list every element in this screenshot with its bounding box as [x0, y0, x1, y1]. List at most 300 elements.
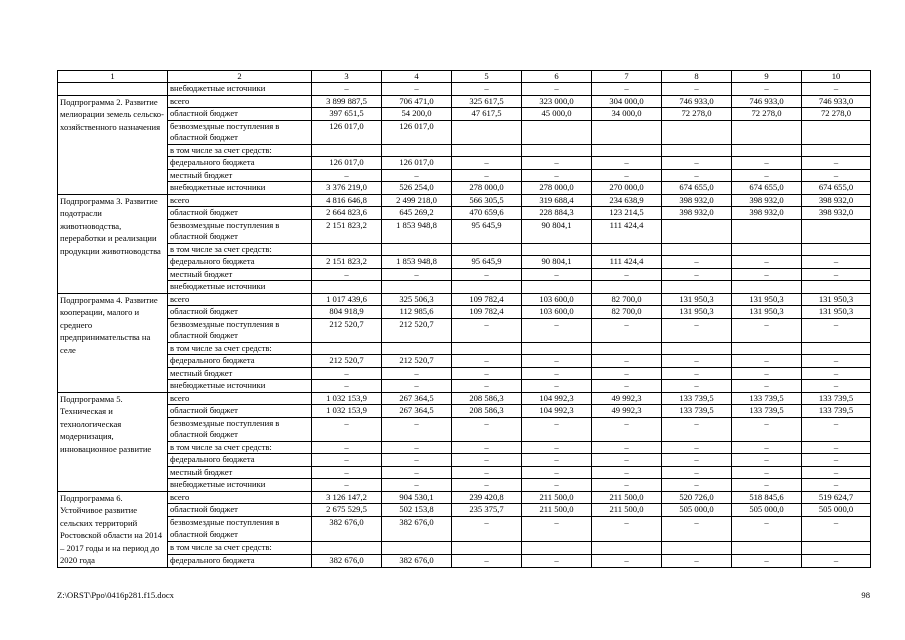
- value-cell: –: [312, 479, 382, 492]
- value-cell: 382 676,0: [312, 555, 382, 568]
- value-cell: –: [452, 479, 522, 492]
- table-row: [58, 380, 871, 393]
- value-cell: 126 017,0: [312, 157, 382, 170]
- value-cell: 2 664 823,6: [312, 207, 382, 220]
- value-cell: –: [662, 380, 732, 393]
- value-cell: –: [592, 367, 662, 380]
- funding-source-label: областной бюджет: [168, 108, 312, 121]
- value-cell: 131 950,3: [662, 306, 732, 319]
- value-cell: –: [382, 417, 452, 441]
- value-cell: 398 932,0: [802, 194, 871, 207]
- table-row: [58, 355, 871, 368]
- value-cell: 82 700,0: [592, 306, 662, 319]
- value-cell: 111 424,4: [592, 256, 662, 269]
- value-cell: –: [732, 318, 802, 342]
- value-cell: –: [592, 318, 662, 342]
- value-cell: 2 151 823,2: [312, 219, 382, 243]
- column-header: 1: [58, 71, 168, 83]
- value-cell: 212 520,7: [382, 318, 452, 342]
- value-cell: [802, 219, 871, 243]
- value-cell: [522, 120, 592, 144]
- funding-source-label: местный бюджет: [168, 268, 312, 281]
- value-cell: 1 017 439,6: [312, 293, 382, 306]
- value-cell: –: [452, 318, 522, 342]
- value-cell: –: [802, 83, 871, 96]
- table-row: [58, 454, 871, 467]
- value-cell: 95 645,9: [452, 256, 522, 269]
- value-cell: [662, 342, 732, 355]
- value-cell: –: [662, 367, 732, 380]
- value-cell: [732, 342, 802, 355]
- value-cell: 398 932,0: [732, 194, 802, 207]
- value-cell: 325 506,3: [382, 293, 452, 306]
- value-cell: –: [382, 169, 452, 182]
- subprogram-name: Подпрограмма 4. Развитие кооперации, малого и среднего предпринимательства на селе: [58, 293, 168, 392]
- value-cell: 90 804,1: [522, 219, 592, 243]
- value-cell: –: [522, 417, 592, 441]
- value-cell: –: [662, 441, 732, 454]
- document-path: Z:\ORST\Ppo\0416p281.f15.docx: [57, 590, 174, 600]
- value-cell: 382 676,0: [312, 517, 382, 542]
- value-cell: 90 804,1: [522, 256, 592, 269]
- table-row: [58, 169, 871, 182]
- value-cell: 278 000,0: [522, 182, 592, 195]
- value-cell: [312, 542, 382, 555]
- value-cell: 2 499 218,0: [382, 194, 452, 207]
- value-cell: –: [662, 517, 732, 542]
- table-row: [58, 441, 871, 454]
- value-cell: 133 739,5: [662, 392, 732, 405]
- value-cell: –: [312, 83, 382, 96]
- value-cell: –: [452, 157, 522, 170]
- value-cell: 382 676,0: [382, 555, 452, 568]
- value-cell: –: [592, 555, 662, 568]
- value-cell: –: [732, 380, 802, 393]
- funding-source-label: в том числе за счет средств:: [168, 342, 312, 355]
- value-cell: [312, 144, 382, 157]
- value-cell: 49 992,3: [592, 392, 662, 405]
- value-cell: 267 364,5: [382, 405, 452, 418]
- funding-source-label: всего: [168, 392, 312, 405]
- funding-source-label: всего: [168, 491, 312, 504]
- value-cell: 674 655,0: [732, 182, 802, 195]
- value-cell: [732, 120, 802, 144]
- value-cell: –: [522, 555, 592, 568]
- value-cell: –: [732, 367, 802, 380]
- value-cell: 325 617,5: [452, 95, 522, 108]
- column-header: 3: [312, 71, 382, 83]
- table-row: [58, 293, 871, 306]
- value-cell: –: [732, 517, 802, 542]
- value-cell: 211 500,0: [592, 504, 662, 517]
- table-row: [58, 243, 871, 256]
- subprogram-name: Подпрограмма 2. Развитие мелиорации земель сельско-хозяйственного назначения: [58, 95, 168, 194]
- value-cell: –: [802, 268, 871, 281]
- table-row: [58, 491, 871, 504]
- value-cell: –: [452, 83, 522, 96]
- value-cell: –: [452, 268, 522, 281]
- funding-source-label: федерального бюджета: [168, 256, 312, 269]
- value-cell: –: [732, 417, 802, 441]
- value-cell: –: [802, 517, 871, 542]
- value-cell: –: [452, 454, 522, 467]
- value-cell: 2 675 529,5: [312, 504, 382, 517]
- value-cell: –: [592, 83, 662, 96]
- value-cell: [522, 144, 592, 157]
- value-cell: 505 000,0: [802, 504, 871, 517]
- value-cell: –: [522, 380, 592, 393]
- value-cell: 1 853 948,8: [382, 219, 452, 243]
- value-cell: –: [312, 367, 382, 380]
- value-cell: –: [802, 417, 871, 441]
- funding-source-label: внебюджетные источники: [168, 83, 312, 96]
- value-cell: –: [382, 479, 452, 492]
- value-cell: –: [592, 441, 662, 454]
- funding-source-label: безвозмездные поступления в областной бюджет: [168, 417, 312, 441]
- value-cell: 267 364,5: [382, 392, 452, 405]
- column-header: 4: [382, 71, 452, 83]
- value-cell: 505 000,0: [662, 504, 732, 517]
- value-cell: 34 000,0: [592, 108, 662, 121]
- table-row: [58, 256, 871, 269]
- header-row: [58, 71, 871, 83]
- value-cell: [382, 542, 452, 555]
- value-cell: [382, 281, 452, 294]
- value-cell: –: [452, 169, 522, 182]
- table-row: [58, 417, 871, 441]
- value-cell: 746 933,0: [662, 95, 732, 108]
- funding-source-label: безвозмездные поступления в областной бюджет: [168, 219, 312, 243]
- value-cell: [522, 342, 592, 355]
- table-row: [58, 207, 871, 220]
- value-cell: –: [662, 417, 732, 441]
- value-cell: –: [732, 441, 802, 454]
- value-cell: –: [662, 157, 732, 170]
- value-cell: –: [522, 441, 592, 454]
- value-cell: –: [732, 479, 802, 492]
- value-cell: –: [732, 454, 802, 467]
- value-cell: 519 624,7: [802, 491, 871, 504]
- table-row: [58, 392, 871, 405]
- table-row: [58, 342, 871, 355]
- value-cell: 103 600,0: [522, 306, 592, 319]
- table-row: [58, 120, 871, 144]
- column-header: 6: [522, 71, 592, 83]
- value-cell: –: [802, 367, 871, 380]
- budget-table: [57, 70, 871, 568]
- value-cell: 518 845,6: [732, 491, 802, 504]
- value-cell: [592, 243, 662, 256]
- empty-program-cell: [58, 83, 168, 96]
- value-cell: –: [382, 380, 452, 393]
- value-cell: [522, 281, 592, 294]
- value-cell: 72 278,0: [662, 108, 732, 121]
- value-cell: –: [732, 83, 802, 96]
- value-cell: 208 586,3: [452, 392, 522, 405]
- value-cell: 398 932,0: [662, 207, 732, 220]
- value-cell: –: [662, 454, 732, 467]
- funding-source-label: в том числе за счет средств:: [168, 144, 312, 157]
- value-cell: –: [522, 169, 592, 182]
- value-cell: 212 520,7: [312, 355, 382, 368]
- value-cell: [522, 243, 592, 256]
- value-cell: –: [452, 466, 522, 479]
- value-cell: –: [382, 268, 452, 281]
- value-cell: 4 816 646,8: [312, 194, 382, 207]
- value-cell: 397 651,5: [312, 108, 382, 121]
- value-cell: 133 739,5: [802, 405, 871, 418]
- funding-source-label: в том числе за счет средств:: [168, 243, 312, 256]
- value-cell: –: [732, 268, 802, 281]
- funding-source-label: внебюджетные источники: [168, 380, 312, 393]
- table-row: [58, 182, 871, 195]
- column-header: 10: [802, 71, 871, 83]
- value-cell: 72 278,0: [802, 108, 871, 121]
- value-cell: [662, 243, 732, 256]
- value-cell: –: [382, 466, 452, 479]
- table-row: [58, 405, 871, 418]
- value-cell: 270 000,0: [592, 182, 662, 195]
- value-cell: 674 655,0: [802, 182, 871, 195]
- value-cell: 239 420,8: [452, 491, 522, 504]
- value-cell: [732, 219, 802, 243]
- value-cell: 746 933,0: [802, 95, 871, 108]
- value-cell: –: [802, 555, 871, 568]
- value-cell: 112 985,6: [382, 306, 452, 319]
- value-cell: 505 000,0: [732, 504, 802, 517]
- value-cell: –: [522, 479, 592, 492]
- value-cell: –: [452, 355, 522, 368]
- value-cell: –: [382, 441, 452, 454]
- value-cell: –: [522, 355, 592, 368]
- value-cell: –: [662, 256, 732, 269]
- value-cell: –: [382, 83, 452, 96]
- value-cell: 278 000,0: [452, 182, 522, 195]
- value-cell: –: [732, 355, 802, 368]
- value-cell: –: [802, 479, 871, 492]
- table-row: [58, 95, 871, 108]
- value-cell: [662, 281, 732, 294]
- value-cell: –: [522, 83, 592, 96]
- value-cell: 133 739,5: [662, 405, 732, 418]
- value-cell: –: [662, 466, 732, 479]
- funding-source-label: местный бюджет: [168, 466, 312, 479]
- funding-source-label: областной бюджет: [168, 207, 312, 220]
- value-cell: 208 586,3: [452, 405, 522, 418]
- value-cell: –: [662, 355, 732, 368]
- subprogram-name: Подпрограмма 5. Техническая и технологическая модернизация, инновационное развитие: [58, 392, 168, 491]
- table-row: [58, 281, 871, 294]
- value-cell: –: [732, 169, 802, 182]
- value-cell: [452, 120, 522, 144]
- table-row: [58, 157, 871, 170]
- table-row: [58, 318, 871, 342]
- value-cell: 520 726,0: [662, 491, 732, 504]
- column-header: 5: [452, 71, 522, 83]
- funding-source-label: всего: [168, 95, 312, 108]
- value-cell: –: [802, 157, 871, 170]
- value-cell: 131 950,3: [662, 293, 732, 306]
- value-cell: –: [452, 417, 522, 441]
- table-row: [58, 555, 871, 568]
- value-cell: [662, 542, 732, 555]
- table-row: [58, 306, 871, 319]
- value-cell: 133 739,5: [732, 405, 802, 418]
- funding-source-label: внебюджетные источники: [168, 182, 312, 195]
- value-cell: [802, 281, 871, 294]
- table-row: [58, 83, 871, 96]
- value-cell: [732, 542, 802, 555]
- value-cell: –: [522, 517, 592, 542]
- column-header: 8: [662, 71, 732, 83]
- funding-source-label: внебюджетные источники: [168, 479, 312, 492]
- value-cell: –: [592, 479, 662, 492]
- value-cell: 212 520,7: [312, 318, 382, 342]
- value-cell: 103 600,0: [522, 293, 592, 306]
- funding-source-label: безвозмездные поступления в областной бюджет: [168, 120, 312, 144]
- value-cell: 398 932,0: [802, 207, 871, 220]
- value-cell: 131 950,3: [732, 293, 802, 306]
- value-cell: [592, 144, 662, 157]
- value-cell: [592, 342, 662, 355]
- value-cell: –: [312, 454, 382, 467]
- value-cell: 82 700,0: [592, 293, 662, 306]
- funding-source-label: всего: [168, 194, 312, 207]
- value-cell: 131 950,3: [732, 306, 802, 319]
- value-cell: –: [662, 555, 732, 568]
- value-cell: 228 884,3: [522, 207, 592, 220]
- value-cell: 470 659,6: [452, 207, 522, 220]
- value-cell: 95 645,9: [452, 219, 522, 243]
- value-cell: 2 151 823,2: [312, 256, 382, 269]
- value-cell: 133 739,5: [732, 392, 802, 405]
- value-cell: –: [522, 157, 592, 170]
- value-cell: [312, 243, 382, 256]
- table-row: [58, 144, 871, 157]
- value-cell: –: [802, 380, 871, 393]
- funding-source-label: в том числе за счет средств:: [168, 441, 312, 454]
- value-cell: [452, 243, 522, 256]
- value-cell: –: [592, 268, 662, 281]
- value-cell: [662, 219, 732, 243]
- funding-source-label: всего: [168, 293, 312, 306]
- value-cell: 706 471,0: [382, 95, 452, 108]
- value-cell: –: [312, 441, 382, 454]
- table-row: [58, 542, 871, 555]
- value-cell: [732, 243, 802, 256]
- value-cell: [592, 281, 662, 294]
- value-cell: 526 254,0: [382, 182, 452, 195]
- funding-source-label: федерального бюджета: [168, 157, 312, 170]
- table-row: [58, 466, 871, 479]
- value-cell: –: [662, 169, 732, 182]
- value-cell: [802, 243, 871, 256]
- value-cell: 45 000,0: [522, 108, 592, 121]
- value-cell: –: [802, 355, 871, 368]
- table-row: [58, 268, 871, 281]
- value-cell: 645 269,2: [382, 207, 452, 220]
- value-cell: –: [732, 466, 802, 479]
- value-cell: 304 000,0: [592, 95, 662, 108]
- value-cell: 126 017,0: [312, 120, 382, 144]
- value-cell: –: [452, 380, 522, 393]
- value-cell: –: [312, 268, 382, 281]
- value-cell: [732, 144, 802, 157]
- funding-source-label: местный бюджет: [168, 367, 312, 380]
- table-row: [58, 367, 871, 380]
- value-cell: [522, 542, 592, 555]
- value-cell: 1 853 948,8: [382, 256, 452, 269]
- value-cell: –: [662, 479, 732, 492]
- value-cell: 212 520,7: [382, 355, 452, 368]
- value-cell: [662, 120, 732, 144]
- value-cell: 398 932,0: [732, 207, 802, 220]
- funding-source-label: безвозмездные поступления в областной бюджет: [168, 517, 312, 542]
- value-cell: –: [732, 157, 802, 170]
- value-cell: –: [382, 454, 452, 467]
- value-cell: –: [592, 380, 662, 393]
- value-cell: –: [802, 256, 871, 269]
- value-cell: 382 676,0: [382, 517, 452, 542]
- value-cell: –: [452, 555, 522, 568]
- value-cell: –: [452, 517, 522, 542]
- value-cell: 3 126 147,2: [312, 491, 382, 504]
- value-cell: –: [802, 466, 871, 479]
- value-cell: 1 032 153,9: [312, 392, 382, 405]
- value-cell: 804 918,9: [312, 306, 382, 319]
- value-cell: –: [592, 517, 662, 542]
- table-row: [58, 194, 871, 207]
- table-row: [58, 219, 871, 243]
- value-cell: [452, 281, 522, 294]
- value-cell: 3 376 219,0: [312, 182, 382, 195]
- value-cell: 211 500,0: [522, 504, 592, 517]
- value-cell: [662, 144, 732, 157]
- value-cell: 47 617,5: [452, 108, 522, 121]
- funding-source-label: областной бюджет: [168, 405, 312, 418]
- value-cell: –: [592, 454, 662, 467]
- value-cell: [592, 542, 662, 555]
- value-cell: [312, 342, 382, 355]
- value-cell: 104 992,3: [522, 392, 592, 405]
- value-cell: –: [662, 268, 732, 281]
- value-cell: –: [592, 157, 662, 170]
- value-cell: [802, 120, 871, 144]
- value-cell: 904 530,1: [382, 491, 452, 504]
- value-cell: 111 424,4: [592, 219, 662, 243]
- value-cell: 211 500,0: [522, 491, 592, 504]
- value-cell: [382, 144, 452, 157]
- value-cell: 126 017,0: [382, 120, 452, 144]
- value-cell: [382, 243, 452, 256]
- value-cell: 49 992,3: [592, 405, 662, 418]
- funding-source-label: федерального бюджета: [168, 355, 312, 368]
- value-cell: –: [592, 169, 662, 182]
- funding-source-label: областной бюджет: [168, 306, 312, 319]
- value-cell: 235 375,7: [452, 504, 522, 517]
- value-cell: –: [382, 367, 452, 380]
- value-cell: 323 000,0: [522, 95, 592, 108]
- value-cell: [802, 542, 871, 555]
- value-cell: –: [522, 318, 592, 342]
- funding-source-label: федерального бюджета: [168, 555, 312, 568]
- value-cell: 674 655,0: [662, 182, 732, 195]
- value-cell: [452, 144, 522, 157]
- value-cell: –: [522, 268, 592, 281]
- funding-source-label: внебюджетные источники: [168, 281, 312, 294]
- value-cell: –: [732, 256, 802, 269]
- subprogram-name: Подпрограмма 3. Развитие подотрасли животноводства, переработки и реализации продукции животноводства: [58, 194, 168, 293]
